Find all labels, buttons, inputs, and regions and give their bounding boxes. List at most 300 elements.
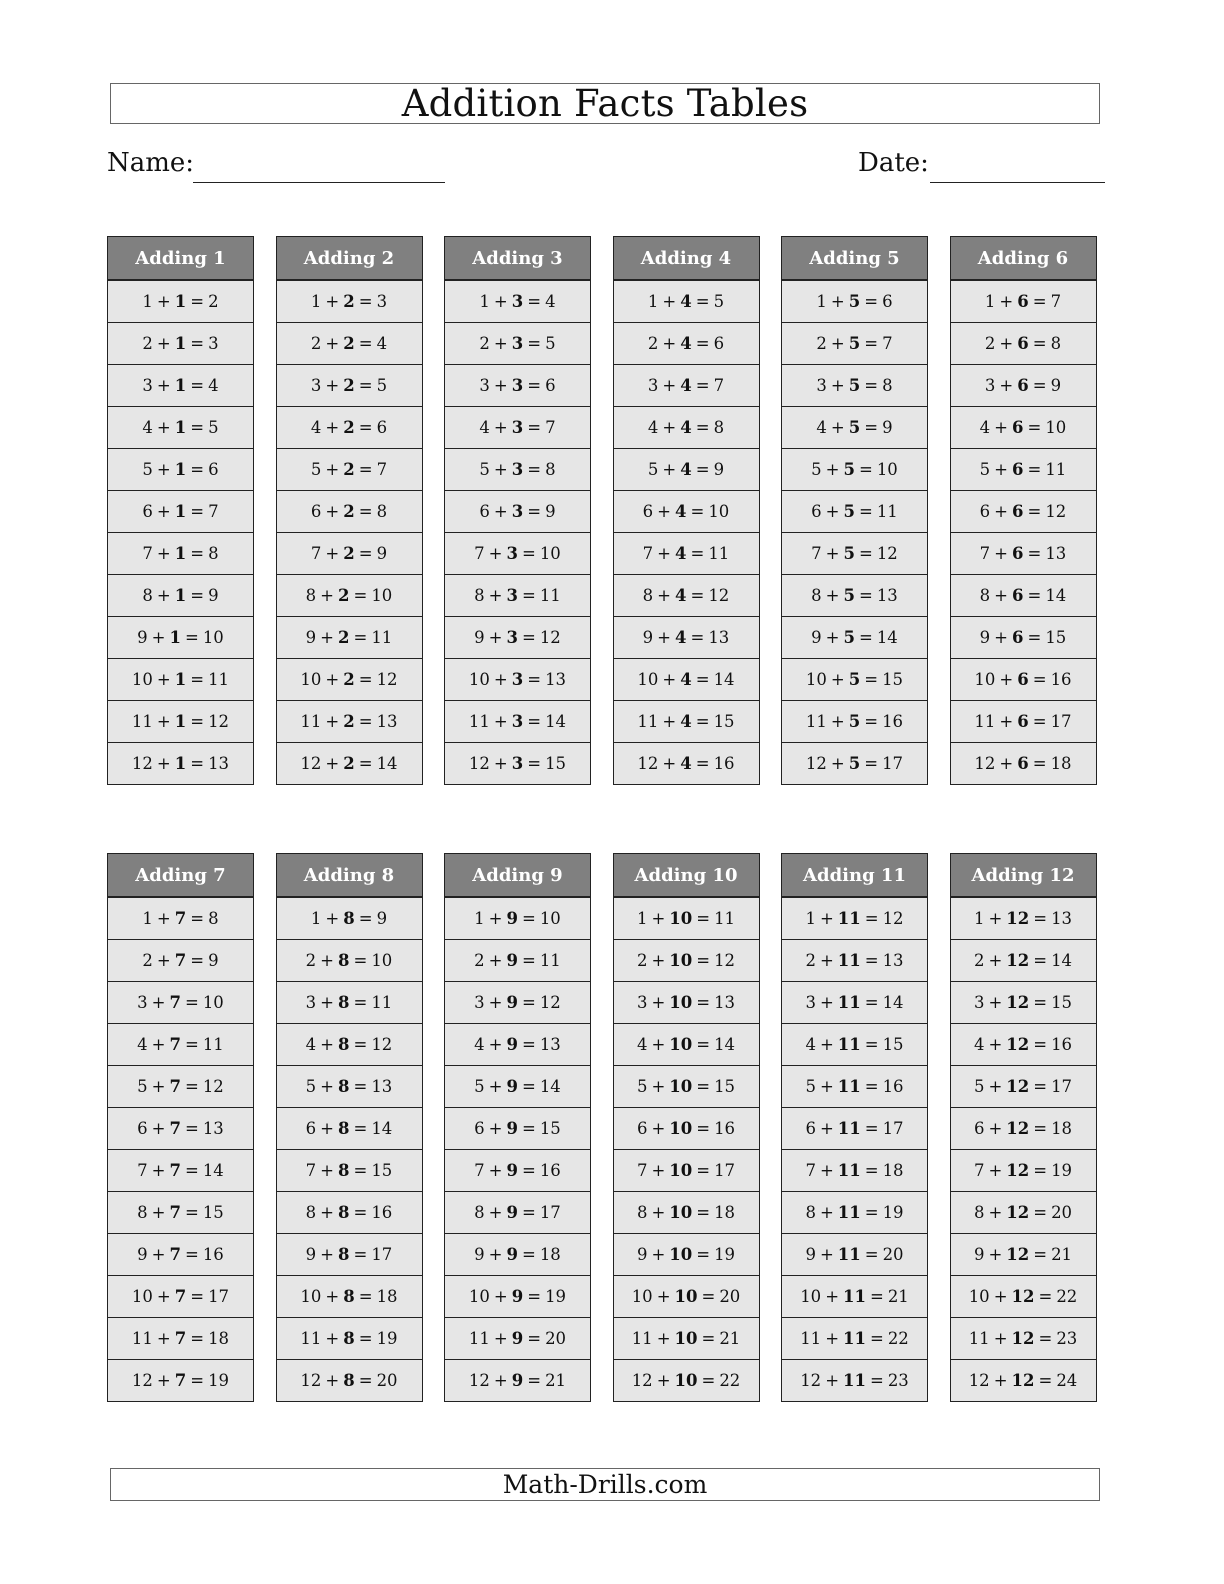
table-row	[277, 322, 422, 364]
sum: 3	[376, 292, 388, 311]
addend-a: 9	[642, 628, 654, 647]
plus-sign: +	[156, 1371, 171, 1390]
table-header: Adding 6	[951, 237, 1096, 280]
addend-b: 7	[169, 1119, 181, 1138]
tables-bottom-row	[107, 853, 1097, 1402]
addend-a: 9	[811, 628, 822, 647]
sum: 9	[713, 460, 725, 479]
sum: 12	[882, 909, 904, 928]
equals-sign: =	[695, 460, 710, 479]
addend-b: 10	[669, 1077, 693, 1096]
table-row	[108, 1317, 253, 1359]
sum: 8	[882, 376, 893, 395]
addend-b: 12	[1006, 909, 1030, 928]
table-row	[445, 658, 590, 700]
sum: 7	[1050, 292, 1062, 311]
addend-a: 1	[805, 909, 816, 928]
addend-b: 12	[1006, 993, 1030, 1012]
table-row	[614, 448, 759, 490]
addend-b: 11	[843, 1371, 866, 1390]
table-row	[108, 1065, 253, 1107]
equals-sign: =	[527, 292, 542, 311]
table-row	[445, 406, 590, 448]
equals-sign: =	[864, 1203, 879, 1222]
sum: 11	[1045, 460, 1067, 479]
sum: 8	[713, 418, 725, 437]
equals-sign: =	[521, 1077, 536, 1096]
sum: 6	[545, 376, 556, 395]
addend-a: 6	[479, 502, 490, 521]
table-header: Adding 7	[108, 854, 253, 897]
table-row	[782, 322, 927, 364]
table-row	[445, 532, 590, 574]
sum: 11	[539, 586, 561, 605]
addend-b: 9	[511, 1287, 524, 1306]
addend-a: 8	[474, 586, 485, 605]
addend-b: 2	[343, 670, 355, 689]
plus-sign: +	[819, 951, 834, 970]
addend-a: 1	[142, 909, 153, 928]
equals-sign: =	[521, 1119, 536, 1138]
sum: 16	[713, 754, 735, 773]
sum: 19	[376, 1329, 398, 1348]
addend-b: 6	[1012, 586, 1024, 605]
table-row	[445, 1023, 590, 1065]
plus-sign: +	[156, 334, 171, 353]
equals-sign: =	[527, 1371, 542, 1390]
table-row	[277, 1149, 422, 1191]
sum: 17	[539, 1203, 561, 1222]
sum: 15	[882, 1035, 904, 1054]
addend-b: 3	[511, 670, 524, 689]
table-row	[108, 742, 253, 784]
addend-a: 1	[816, 292, 827, 311]
sum: 14	[371, 1119, 393, 1138]
equals-sign: =	[864, 993, 879, 1012]
equals-sign: =	[1027, 460, 1042, 479]
plus-sign: +	[151, 1119, 166, 1138]
adding-table	[781, 236, 928, 785]
plus-sign: +	[325, 1287, 340, 1306]
table-row	[445, 700, 590, 742]
addend-a: 8	[474, 1203, 485, 1222]
tables-top-row	[107, 236, 1097, 785]
equals-sign: =	[358, 376, 373, 395]
sum: 20	[882, 1245, 904, 1264]
equals-sign: =	[1033, 1119, 1048, 1138]
plus-sign: +	[651, 993, 666, 1012]
addend-a: 2	[805, 951, 816, 970]
addend-a: 12	[131, 1371, 153, 1390]
plus-sign: +	[320, 993, 334, 1012]
table-row	[782, 939, 927, 981]
plus-sign: +	[657, 586, 671, 605]
addend-a: 11	[300, 712, 322, 731]
addend-b: 1	[174, 418, 187, 437]
plus-sign: +	[488, 544, 503, 563]
sum: 5	[376, 376, 388, 395]
table-row	[782, 1275, 927, 1317]
table-row	[445, 1359, 590, 1401]
addend-a: 11	[468, 712, 490, 731]
table-row	[108, 1275, 253, 1317]
plus-sign: +	[830, 712, 845, 731]
sum: 18	[882, 1161, 904, 1180]
equals-sign: =	[696, 1161, 711, 1180]
addend-a: 10	[805, 670, 827, 689]
plus-sign: +	[819, 1245, 834, 1264]
adding-table	[781, 853, 928, 1402]
sum: 7	[713, 376, 725, 395]
sum: 11	[208, 670, 230, 689]
plus-sign: +	[156, 418, 171, 437]
name-label: Name:	[107, 148, 195, 178]
equals-sign: =	[527, 670, 542, 689]
addend-a: 4	[973, 1035, 985, 1054]
table-row	[782, 700, 927, 742]
table-row	[614, 1065, 759, 1107]
plus-sign: +	[994, 502, 1008, 521]
sum: 20	[719, 1287, 741, 1306]
plus-sign: +	[993, 1329, 1008, 1348]
sum: 15	[713, 712, 735, 731]
addend-b: 2	[343, 712, 355, 731]
sum: 9	[376, 544, 388, 563]
addend-a: 9	[137, 628, 148, 647]
sum: 9	[208, 586, 219, 605]
addend-b: 10	[674, 1287, 698, 1306]
table-row	[614, 1359, 759, 1401]
adding-table	[276, 236, 423, 785]
equals-sign: =	[358, 670, 373, 689]
plus-sign: +	[651, 1245, 666, 1264]
addend-a: 2	[479, 334, 490, 353]
addend-a: 4	[310, 418, 322, 437]
sum: 18	[208, 1329, 230, 1348]
sum: 11	[708, 544, 730, 563]
table-row	[277, 1233, 422, 1275]
addend-b: 9	[511, 1371, 524, 1390]
table-row	[782, 1233, 927, 1275]
sum: 14	[1045, 586, 1067, 605]
addend-a: 6	[636, 1119, 648, 1138]
addend-a: 10	[968, 1287, 990, 1306]
addend-a: 10	[974, 670, 996, 689]
equals-sign: =	[190, 670, 205, 689]
table-row	[951, 1023, 1096, 1065]
sum: 20	[545, 1329, 567, 1348]
addend-b: 8	[338, 1245, 350, 1264]
addend-a: 12	[131, 754, 153, 773]
plus-sign: +	[825, 586, 840, 605]
addend-a: 11	[805, 712, 827, 731]
plus-sign: +	[656, 1329, 671, 1348]
equals-sign: =	[869, 1329, 884, 1348]
table-row	[614, 1191, 759, 1233]
sum: 11	[371, 628, 393, 647]
table-row	[951, 448, 1096, 490]
sum: 14	[876, 628, 898, 647]
equals-sign: =	[695, 334, 710, 353]
plus-sign: +	[825, 460, 840, 479]
sum: 22	[1056, 1287, 1078, 1306]
equals-sign: =	[190, 712, 205, 731]
addend-b: 11	[837, 1077, 861, 1096]
table-header: Adding 5	[782, 237, 927, 280]
table-header: Adding 11	[782, 854, 927, 897]
table-row	[277, 897, 422, 939]
addend-b: 6	[1012, 628, 1024, 647]
equals-sign: =	[1032, 376, 1047, 395]
equals-sign: =	[1027, 502, 1042, 521]
addend-a: 12	[637, 754, 659, 773]
equals-sign: =	[184, 1119, 199, 1138]
table-row	[782, 897, 927, 939]
plus-sign: +	[156, 292, 171, 311]
addend-b: 1	[174, 670, 187, 689]
addend-a: 9	[973, 1245, 985, 1264]
addend-b: 7	[169, 1035, 181, 1054]
table-row	[108, 1149, 253, 1191]
addend-b: 8	[343, 909, 355, 928]
addend-a: 1	[474, 909, 485, 928]
table-row	[782, 490, 927, 532]
addend-a: 12	[468, 1371, 490, 1390]
table-row	[108, 700, 253, 742]
addend-b: 11	[837, 1161, 861, 1180]
plus-sign: +	[825, 1287, 840, 1306]
plus-sign: +	[988, 1035, 1003, 1054]
sum: 7	[545, 418, 556, 437]
plus-sign: +	[825, 1371, 840, 1390]
plus-sign: +	[999, 292, 1014, 311]
sum: 17	[1051, 1077, 1073, 1096]
addend-b: 4	[675, 628, 687, 647]
table-row	[614, 981, 759, 1023]
equals-sign: =	[864, 909, 879, 928]
equals-sign: =	[353, 993, 368, 1012]
addend-b: 10	[669, 1245, 693, 1264]
plus-sign: +	[657, 502, 671, 521]
addend-a: 6	[142, 502, 153, 521]
plus-sign: +	[662, 670, 677, 689]
plus-sign: +	[651, 1161, 666, 1180]
addend-a: 2	[647, 334, 659, 353]
equals-sign: =	[864, 1035, 879, 1054]
table-row	[277, 616, 422, 658]
sum: 5	[208, 418, 219, 437]
sum: 11	[202, 1035, 224, 1054]
sum: 15	[714, 1077, 736, 1096]
table-row	[445, 448, 590, 490]
plus-sign: +	[325, 418, 340, 437]
addend-a: 7	[979, 544, 991, 563]
plus-sign: +	[151, 628, 166, 647]
addend-b: 3	[506, 628, 518, 647]
addend-b: 9	[506, 951, 518, 970]
addend-a: 8	[642, 586, 654, 605]
table-header: Adding 9	[445, 854, 590, 897]
sum: 17	[882, 754, 904, 773]
table-row	[782, 1317, 927, 1359]
sum: 15	[202, 1203, 224, 1222]
addend-b: 2	[343, 460, 355, 479]
sum: 18	[376, 1287, 398, 1306]
table-row	[445, 616, 590, 658]
equals-sign: =	[695, 670, 710, 689]
table-row	[614, 280, 759, 322]
addend-b: 5	[848, 754, 861, 773]
table-row	[951, 981, 1096, 1023]
addend-b: 3	[506, 544, 518, 563]
sum: 2	[208, 292, 219, 311]
table-row	[445, 1191, 590, 1233]
equals-sign: =	[696, 909, 711, 928]
equals-sign: =	[1032, 334, 1047, 353]
table-row	[782, 658, 927, 700]
addend-b: 9	[506, 1161, 518, 1180]
equals-sign: =	[527, 334, 542, 353]
equals-sign: =	[696, 1077, 711, 1096]
addend-b: 3	[511, 460, 524, 479]
addend-a: 12	[800, 1371, 822, 1390]
addend-b: 8	[338, 1203, 350, 1222]
sum: 4	[545, 292, 556, 311]
addend-a: 3	[310, 376, 322, 395]
sum: 14	[545, 712, 567, 731]
addend-b: 1	[174, 376, 187, 395]
addend-b: 12	[1011, 1371, 1035, 1390]
addend-b: 3	[506, 586, 518, 605]
date-line[interactable]	[930, 182, 1105, 183]
plus-sign: +	[156, 754, 171, 773]
addend-a: 7	[636, 1161, 648, 1180]
plus-sign: +	[988, 993, 1003, 1012]
addend-b: 1	[174, 460, 187, 479]
sum: 12	[876, 544, 898, 563]
equals-sign: =	[353, 1245, 368, 1264]
table-row	[277, 700, 422, 742]
adding-table	[276, 853, 423, 1402]
plus-sign: +	[988, 1203, 1003, 1222]
addend-b: 5	[848, 670, 861, 689]
table-row	[108, 1233, 253, 1275]
table-row	[108, 448, 253, 490]
table-row	[445, 1317, 590, 1359]
table-header: Adding 8	[277, 854, 422, 897]
plus-sign: +	[488, 1245, 503, 1264]
equals-sign: =	[184, 993, 199, 1012]
equals-sign: =	[521, 993, 536, 1012]
plus-sign: +	[662, 460, 677, 479]
sum: 19	[714, 1245, 736, 1264]
addend-b: 4	[680, 376, 692, 395]
sum: 13	[1051, 909, 1073, 928]
plus-sign: +	[488, 586, 503, 605]
plus-sign: +	[994, 628, 1008, 647]
addend-a: 3	[479, 376, 490, 395]
addend-a: 6	[805, 1119, 816, 1138]
addend-b: 3	[511, 754, 524, 773]
equals-sign: =	[690, 544, 705, 563]
addend-a: 8	[636, 1203, 648, 1222]
sum: 9	[208, 951, 219, 970]
plus-sign: +	[325, 376, 340, 395]
sum: 6	[376, 418, 388, 437]
plus-sign: +	[651, 909, 666, 928]
sum: 13	[376, 712, 398, 731]
table-row	[445, 1275, 590, 1317]
addend-b: 11	[837, 1035, 861, 1054]
name-line[interactable]	[193, 182, 445, 183]
addend-b: 6	[1012, 418, 1024, 437]
plus-sign: +	[325, 334, 340, 353]
addend-b: 8	[343, 1287, 355, 1306]
addend-b: 10	[674, 1329, 698, 1348]
addend-b: 1	[174, 292, 187, 311]
table-row	[614, 1275, 759, 1317]
table-row	[951, 700, 1096, 742]
sum: 15	[545, 754, 567, 773]
equals-sign: =	[358, 712, 373, 731]
table-row	[614, 532, 759, 574]
footer-text: Math-Drills.com	[502, 1470, 708, 1499]
table-row	[108, 616, 253, 658]
plus-sign: +	[493, 1371, 508, 1390]
addend-a: 9	[305, 1245, 317, 1264]
addend-a: 5	[474, 1077, 485, 1096]
sum: 10	[371, 951, 393, 970]
addend-b: 8	[338, 1077, 350, 1096]
plus-sign: +	[830, 376, 845, 395]
sum: 6	[713, 334, 725, 353]
sum: 17	[882, 1119, 904, 1138]
plus-sign: +	[151, 1035, 166, 1054]
table-row	[951, 939, 1096, 981]
addend-b: 11	[837, 1119, 861, 1138]
sum: 20	[1051, 1203, 1073, 1222]
addend-a: 11	[800, 1329, 822, 1348]
plus-sign: +	[488, 951, 503, 970]
table-row	[782, 1023, 927, 1065]
addend-b: 6	[1012, 544, 1024, 563]
sum: 4	[376, 334, 388, 353]
addend-a: 4	[647, 418, 659, 437]
addend-b: 7	[169, 1203, 181, 1222]
sum: 17	[371, 1245, 393, 1264]
table-row	[108, 897, 253, 939]
addend-a: 3	[805, 993, 816, 1012]
addend-a: 8	[811, 586, 822, 605]
sum: 9	[545, 502, 556, 521]
plus-sign: +	[320, 1203, 334, 1222]
addend-a: 5	[310, 460, 322, 479]
table-row	[614, 322, 759, 364]
sum: 17	[1050, 712, 1072, 731]
table-row	[614, 406, 759, 448]
plus-sign: +	[488, 993, 503, 1012]
equals-sign: =	[864, 951, 879, 970]
addend-a: 5	[647, 460, 659, 479]
addend-a: 12	[300, 1371, 322, 1390]
addend-a: 9	[979, 628, 991, 647]
equals-sign: =	[184, 628, 199, 647]
table-row	[782, 532, 927, 574]
equals-sign: =	[521, 1035, 536, 1054]
plus-sign: +	[656, 1371, 671, 1390]
plus-sign: +	[151, 993, 166, 1012]
addend-b: 5	[843, 544, 855, 563]
